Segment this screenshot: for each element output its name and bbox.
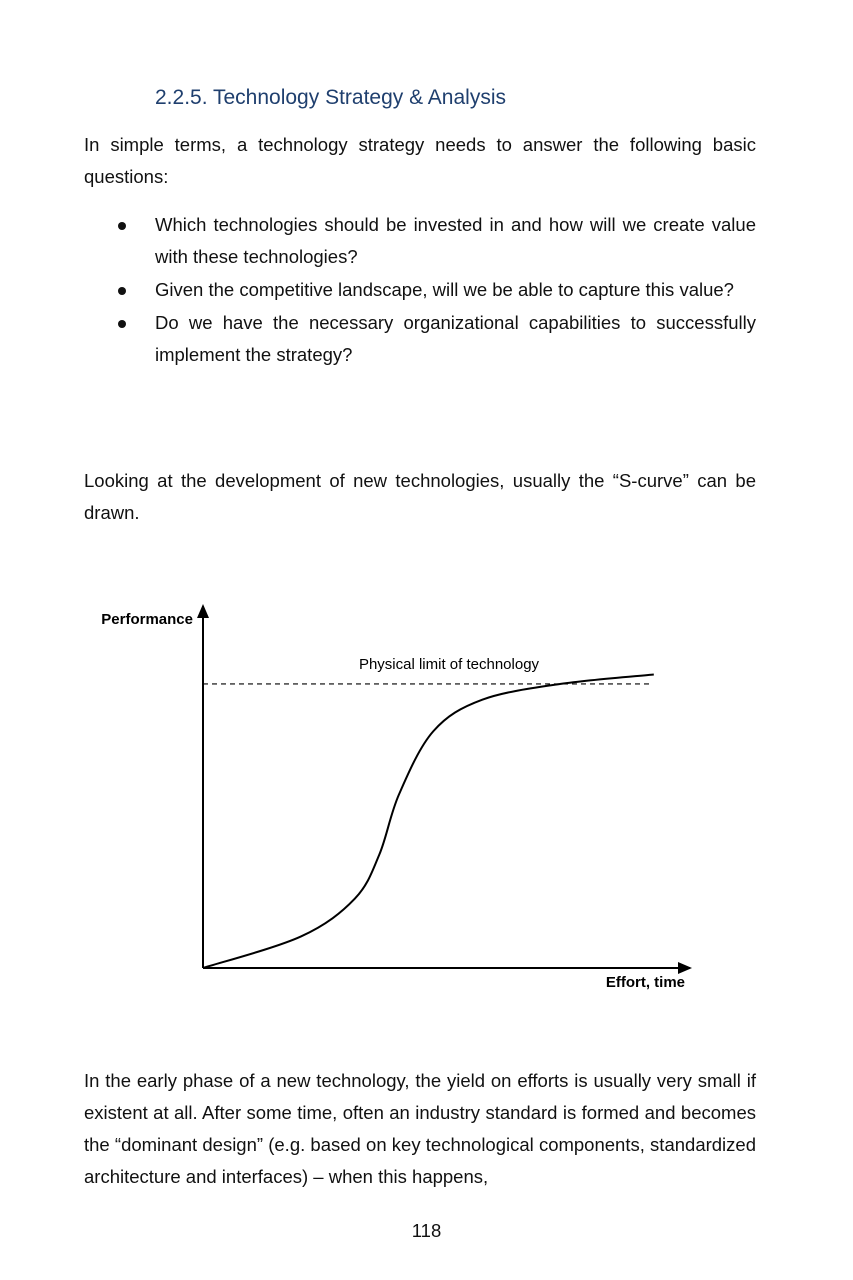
section-heading: 2.2.5. Technology Strategy & Analysis bbox=[155, 86, 506, 109]
scurve-intro-paragraph: Looking at the development of new technologies, usually the “S-curve” can be drawn. bbox=[84, 470, 756, 523]
page-number: 118 bbox=[411, 1220, 442, 1241]
closing-paragraph: In the early phase of a new technology, the yield on efforts is usually very small if existent at all. After some time, often an industry standard is formed and becomes the “dominant design” (e.g. based on key technological components, standardized architecture and interfaces) – when this happens, bbox=[84, 1070, 756, 1187]
s-curve-line bbox=[203, 674, 654, 968]
list-item-text: Given the competitive landscape, will we be able to capture this value? bbox=[155, 279, 734, 300]
intro-paragraph: In simple terms, a technology strategy needs to answer the following basic questions: bbox=[84, 134, 756, 187]
list-item-text: Which technologies should be invested in and how will we create value with these technologies? bbox=[155, 214, 756, 267]
y-axis-label: Performance bbox=[101, 611, 193, 628]
x-axis-label: Effort, time bbox=[605, 974, 685, 991]
limit-annotation: Physical limit of technology bbox=[358, 656, 540, 673]
list-item-text: Do we have the necessary organizational capabilities to successfully implement the strategy? bbox=[155, 312, 756, 365]
